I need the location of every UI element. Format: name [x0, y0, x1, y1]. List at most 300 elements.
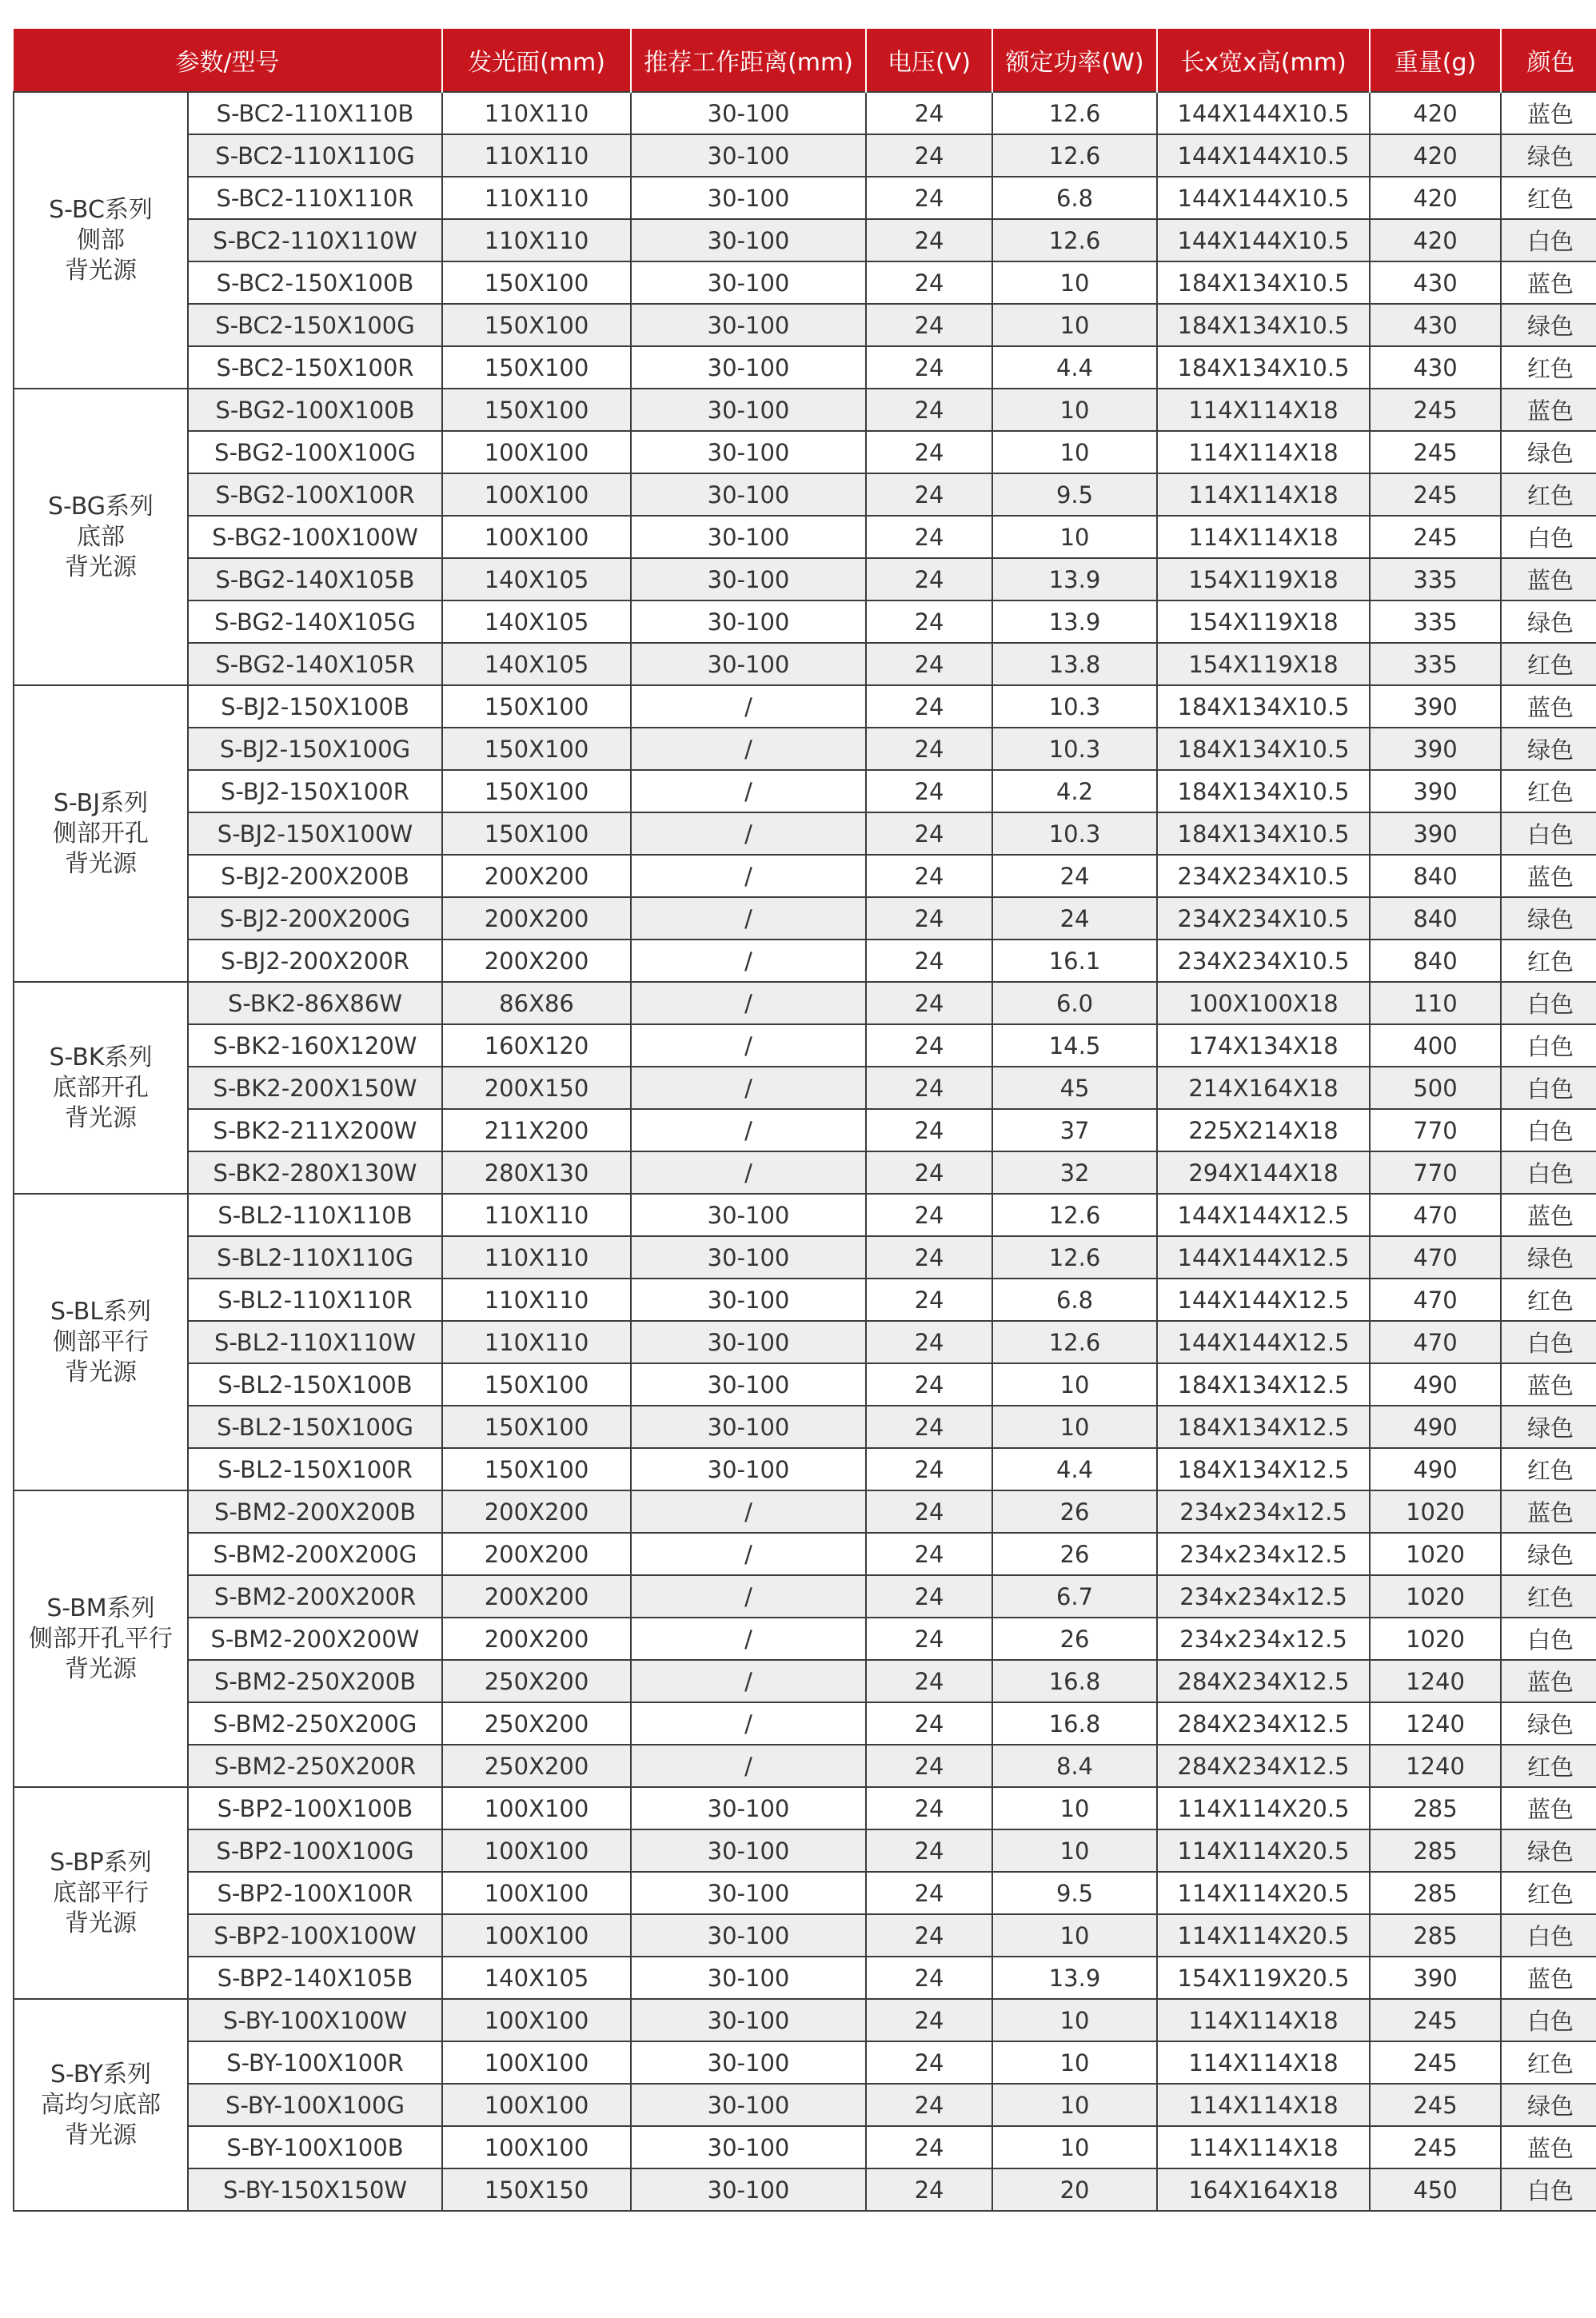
voltage-cell: 24	[866, 431, 992, 473]
distance-cell: 30-100	[631, 643, 866, 685]
voltage-cell: 24	[866, 1872, 992, 1914]
table-row	[14, 1618, 1596, 1660]
weight-cell: 390	[1370, 1957, 1501, 1999]
dimensions-cell: 154X119X18	[1157, 558, 1370, 600]
table-row	[14, 1745, 1596, 1787]
dimensions-cell: 184X134X12.5	[1157, 1448, 1370, 1490]
table-row	[14, 1702, 1596, 1745]
emitting-face-cell: 110X110	[442, 1321, 631, 1363]
voltage-cell: 24	[866, 770, 992, 812]
model-cell: S-BP2-100X100W	[188, 1914, 442, 1957]
voltage-cell: 24	[866, 1194, 992, 1236]
distance-cell: 30-100	[631, 431, 866, 473]
voltage-cell: 24	[866, 643, 992, 685]
emitting-face-cell: 150X100	[442, 346, 631, 389]
model-cell: S-BJ2-200X200B	[188, 855, 442, 897]
power-cell: 10	[992, 1999, 1157, 2041]
distance-cell: /	[631, 728, 866, 770]
series-label-line: 高均匀底部	[41, 2090, 161, 2119]
dimensions-cell: 144X144X12.5	[1157, 1236, 1370, 1279]
power-cell: 16.8	[992, 1660, 1157, 1702]
voltage-cell: 24	[866, 1957, 992, 1999]
emitting-face-cell: 160X120	[442, 1024, 631, 1067]
dimensions-cell: 114X114X18	[1157, 2084, 1370, 2126]
model-cell: S-BL2-110X110B	[188, 1194, 442, 1236]
emitting-face-cell: 140X105	[442, 643, 631, 685]
dimensions-cell: 234X234X10.5	[1157, 940, 1370, 982]
model-cell: S-BG2-140X105B	[188, 558, 442, 600]
emitting-face-cell: 110X110	[442, 134, 631, 177]
voltage-cell: 24	[866, 1660, 992, 1702]
header-param-model: 参数/型号	[14, 29, 442, 92]
distance-cell: 30-100	[631, 1363, 866, 1406]
model-cell: S-BJ2-150X100B	[188, 685, 442, 728]
voltage-cell: 24	[866, 1448, 992, 1490]
power-cell: 12.6	[992, 1236, 1157, 1279]
weight-cell: 1020	[1370, 1575, 1501, 1618]
table-row	[14, 346, 1596, 389]
table-row	[14, 1999, 1596, 2041]
distance-cell: /	[631, 685, 866, 728]
color-cell: 绿色	[1501, 431, 1596, 473]
color-cell: 绿色	[1501, 1702, 1596, 1745]
header-color: 颜色	[1501, 29, 1596, 92]
table-row	[14, 431, 1596, 473]
weight-cell: 450	[1370, 2168, 1501, 2211]
power-cell: 10	[992, 389, 1157, 431]
emitting-face-cell: 110X110	[442, 177, 631, 219]
weight-cell: 110	[1370, 982, 1501, 1024]
power-cell: 9.5	[992, 473, 1157, 516]
weight-cell: 245	[1370, 2084, 1501, 2126]
voltage-cell: 24	[866, 516, 992, 558]
voltage-cell: 24	[866, 304, 992, 346]
model-cell: S-BC2-110X110G	[188, 134, 442, 177]
distance-cell: 30-100	[631, 2126, 866, 2168]
header-weight: 重量(g)	[1370, 29, 1501, 92]
model-cell: S-BP2-100X100G	[188, 1829, 442, 1872]
color-cell: 红色	[1501, 940, 1596, 982]
weight-cell: 470	[1370, 1279, 1501, 1321]
weight-cell: 390	[1370, 812, 1501, 855]
distance-cell: 30-100	[631, 2084, 866, 2126]
color-cell: 蓝色	[1501, 1787, 1596, 1829]
color-cell: 绿色	[1501, 1406, 1596, 1448]
table-row	[14, 812, 1596, 855]
emitting-face-cell: 150X100	[442, 770, 631, 812]
table-row	[14, 855, 1596, 897]
table-row	[14, 2126, 1596, 2168]
model-cell: S-BK2-211X200W	[188, 1109, 442, 1151]
weight-cell: 500	[1370, 1067, 1501, 1109]
power-cell: 10	[992, 2084, 1157, 2126]
power-cell: 6.7	[992, 1575, 1157, 1618]
series-cell	[14, 92, 188, 389]
emitting-face-cell: 150X100	[442, 1363, 631, 1406]
distance-cell: /	[631, 770, 866, 812]
dimensions-cell: 234x234x12.5	[1157, 1533, 1370, 1575]
dimensions-cell: 234x234x12.5	[1157, 1490, 1370, 1533]
distance-cell: /	[631, 1109, 866, 1151]
color-cell: 蓝色	[1501, 1194, 1596, 1236]
model-cell: S-BP2-100X100R	[188, 1872, 442, 1914]
distance-cell: 30-100	[631, 600, 866, 643]
color-cell: 红色	[1501, 2041, 1596, 2084]
table-row	[14, 982, 1596, 1024]
power-cell: 6.8	[992, 1279, 1157, 1321]
weight-cell: 420	[1370, 134, 1501, 177]
model-cell: S-BM2-250X200B	[188, 1660, 442, 1702]
weight-cell: 245	[1370, 516, 1501, 558]
table-body	[14, 92, 1596, 2211]
dimensions-cell: 144X144X12.5	[1157, 1279, 1370, 1321]
distance-cell: 30-100	[631, 1406, 866, 1448]
power-cell: 12.6	[992, 219, 1157, 261]
series-label-line: 侧部开孔平行	[29, 1624, 173, 1653]
voltage-cell: 24	[866, 1363, 992, 1406]
model-cell: S-BY-100X100R	[188, 2041, 442, 2084]
series-label-line: S-BC系列	[49, 195, 153, 224]
model-cell: S-BY-150X150W	[188, 2168, 442, 2211]
voltage-cell: 24	[866, 1533, 992, 1575]
dimensions-cell: 144X144X10.5	[1157, 177, 1370, 219]
table-row	[14, 92, 1596, 134]
series-label-line: 背光源	[65, 1909, 137, 1937]
power-cell: 10	[992, 516, 1157, 558]
table-row	[14, 1660, 1596, 1702]
dimensions-cell: 225X214X18	[1157, 1109, 1370, 1151]
series-cell	[14, 982, 188, 1194]
emitting-face-cell: 150X100	[442, 685, 631, 728]
emitting-face-cell: 200X200	[442, 855, 631, 897]
weight-cell: 1240	[1370, 1745, 1501, 1787]
weight-cell: 245	[1370, 1999, 1501, 2041]
color-cell: 白色	[1501, 1109, 1596, 1151]
model-cell: S-BP2-140X105B	[188, 1957, 442, 1999]
distance-cell: 30-100	[631, 2041, 866, 2084]
dimensions-cell: 114X114X18	[1157, 1999, 1370, 2041]
weight-cell: 390	[1370, 728, 1501, 770]
table-row	[14, 2084, 1596, 2126]
voltage-cell: 24	[866, 1024, 992, 1067]
weight-cell: 420	[1370, 177, 1501, 219]
voltage-cell: 24	[866, 177, 992, 219]
voltage-cell: 24	[866, 2084, 992, 2126]
color-cell: 蓝色	[1501, 389, 1596, 431]
weight-cell: 335	[1370, 643, 1501, 685]
color-cell: 红色	[1501, 473, 1596, 516]
table-row	[14, 1194, 1596, 1236]
weight-cell: 420	[1370, 92, 1501, 134]
dimensions-cell: 184X134X10.5	[1157, 728, 1370, 770]
emitting-face-cell: 150X100	[442, 389, 631, 431]
weight-cell: 335	[1370, 600, 1501, 643]
power-cell: 10.3	[992, 812, 1157, 855]
voltage-cell: 24	[866, 1787, 992, 1829]
series-label-line: S-BG系列	[47, 492, 154, 521]
weight-cell: 1240	[1370, 1660, 1501, 1702]
weight-cell: 470	[1370, 1194, 1501, 1236]
dimensions-cell: 114X114X18	[1157, 2126, 1370, 2168]
color-cell: 蓝色	[1501, 855, 1596, 897]
power-cell: 12.6	[992, 134, 1157, 177]
emitting-face-cell: 211X200	[442, 1109, 631, 1151]
model-cell: S-BM2-200X200B	[188, 1490, 442, 1533]
header-dimensions: 长x宽x高(mm)	[1157, 29, 1370, 92]
table-row	[14, 897, 1596, 940]
dimensions-cell: 114X114X18	[1157, 516, 1370, 558]
model-cell: S-BK2-200X150W	[188, 1067, 442, 1109]
model-cell: S-BG2-100X100W	[188, 516, 442, 558]
distance-cell: 30-100	[631, 473, 866, 516]
dimensions-cell: 294X144X18	[1157, 1151, 1370, 1194]
weight-cell: 840	[1370, 855, 1501, 897]
voltage-cell: 24	[866, 1702, 992, 1745]
dimensions-cell: 144X144X10.5	[1157, 92, 1370, 134]
table-row	[14, 1067, 1596, 1109]
table-row	[14, 1406, 1596, 1448]
weight-cell: 245	[1370, 389, 1501, 431]
power-cell: 10	[992, 1406, 1157, 1448]
table-row	[14, 219, 1596, 261]
emitting-face-cell: 250X200	[442, 1660, 631, 1702]
table-row	[14, 770, 1596, 812]
distance-cell: 30-100	[631, 304, 866, 346]
emitting-face-cell: 100X100	[442, 2084, 631, 2126]
voltage-cell: 24	[866, 346, 992, 389]
emitting-face-cell: 100X100	[442, 2126, 631, 2168]
weight-cell: 490	[1370, 1448, 1501, 1490]
model-cell: S-BC2-150X100B	[188, 261, 442, 304]
distance-cell: 30-100	[631, 1999, 866, 2041]
series-cell	[14, 1490, 188, 1787]
dimensions-cell: 144X144X12.5	[1157, 1194, 1370, 1236]
model-cell: S-BM2-200X200W	[188, 1618, 442, 1660]
weight-cell: 285	[1370, 1872, 1501, 1914]
distance-cell: 30-100	[631, 1236, 866, 1279]
distance-cell: /	[631, 940, 866, 982]
table-row	[14, 1151, 1596, 1194]
series-label-line: S-BL系列	[50, 1297, 152, 1326]
distance-cell: 30-100	[631, 2168, 866, 2211]
weight-cell: 245	[1370, 2126, 1501, 2168]
series-label-line: S-BK系列	[49, 1043, 153, 1071]
table-row	[14, 940, 1596, 982]
voltage-cell: 24	[866, 982, 992, 1024]
power-cell: 10.3	[992, 685, 1157, 728]
voltage-cell: 24	[866, 1618, 992, 1660]
voltage-cell: 24	[866, 134, 992, 177]
dimensions-cell: 144X144X12.5	[1157, 1321, 1370, 1363]
emitting-face-cell: 150X100	[442, 1406, 631, 1448]
color-cell: 白色	[1501, 1151, 1596, 1194]
distance-cell: 30-100	[631, 1957, 866, 1999]
distance-cell: 30-100	[631, 1321, 866, 1363]
weight-cell: 840	[1370, 897, 1501, 940]
dimensions-cell: 114X114X18	[1157, 389, 1370, 431]
emitting-face-cell: 100X100	[442, 1829, 631, 1872]
voltage-cell: 24	[866, 558, 992, 600]
series-label-line: 背光源	[65, 1654, 137, 1683]
model-cell: S-BL2-110X110W	[188, 1321, 442, 1363]
emitting-face-cell: 280X130	[442, 1151, 631, 1194]
series-label-line: 背光源	[65, 2121, 137, 2149]
weight-cell: 490	[1370, 1406, 1501, 1448]
weight-cell: 1020	[1370, 1490, 1501, 1533]
color-cell: 红色	[1501, 177, 1596, 219]
weight-cell: 430	[1370, 304, 1501, 346]
model-cell: S-BK2-160X120W	[188, 1024, 442, 1067]
series-label-line: 底部平行	[53, 1878, 149, 1907]
color-cell: 蓝色	[1501, 1363, 1596, 1406]
voltage-cell: 24	[866, 897, 992, 940]
power-cell: 26	[992, 1618, 1157, 1660]
header-working-distance: 推荐工作距离(mm)	[631, 29, 866, 92]
weight-cell: 1240	[1370, 1702, 1501, 1745]
color-cell: 蓝色	[1501, 685, 1596, 728]
color-cell: 绿色	[1501, 1829, 1596, 1872]
voltage-cell: 24	[866, 1236, 992, 1279]
model-cell: S-BC2-150X100G	[188, 304, 442, 346]
distance-cell: /	[631, 1618, 866, 1660]
model-cell: S-BL2-110X110G	[188, 1236, 442, 1279]
dimensions-cell: 284X234X12.5	[1157, 1745, 1370, 1787]
table-row	[14, 1914, 1596, 1957]
series-cell	[14, 1999, 188, 2211]
model-cell: S-BL2-110X110R	[188, 1279, 442, 1321]
voltage-cell: 24	[866, 1829, 992, 1872]
weight-cell: 490	[1370, 1363, 1501, 1406]
color-cell: 白色	[1501, 2168, 1596, 2211]
dimensions-cell: 234X234X10.5	[1157, 897, 1370, 940]
power-cell: 6.8	[992, 177, 1157, 219]
power-cell: 10	[992, 1829, 1157, 1872]
model-cell: S-BC2-110X110R	[188, 177, 442, 219]
color-cell: 红色	[1501, 1745, 1596, 1787]
color-cell: 白色	[1501, 516, 1596, 558]
header-emitting-face: 发光面(mm)	[442, 29, 631, 92]
power-cell: 4.4	[992, 346, 1157, 389]
table-row	[14, 1787, 1596, 1829]
emitting-face-cell: 250X200	[442, 1745, 631, 1787]
weight-cell: 390	[1370, 685, 1501, 728]
power-cell: 24	[992, 855, 1157, 897]
emitting-face-cell: 110X110	[442, 1236, 631, 1279]
series-label-line: 背光源	[65, 553, 137, 581]
weight-cell: 390	[1370, 770, 1501, 812]
color-cell: 绿色	[1501, 897, 1596, 940]
dimensions-cell: 184X134X10.5	[1157, 812, 1370, 855]
power-cell: 6.0	[992, 982, 1157, 1024]
color-cell: 绿色	[1501, 1533, 1596, 1575]
color-cell: 白色	[1501, 982, 1596, 1024]
distance-cell: /	[631, 1660, 866, 1702]
series-label-line: 背光源	[65, 849, 137, 878]
color-cell: 红色	[1501, 1279, 1596, 1321]
distance-cell: /	[631, 1745, 866, 1787]
voltage-cell: 24	[866, 92, 992, 134]
emitting-face-cell: 150X100	[442, 1448, 631, 1490]
dimensions-cell: 214X164X18	[1157, 1067, 1370, 1109]
dimensions-cell: 154X119X18	[1157, 600, 1370, 643]
distance-cell: /	[631, 855, 866, 897]
voltage-cell: 24	[866, 1151, 992, 1194]
table-row	[14, 2041, 1596, 2084]
distance-cell: /	[631, 1702, 866, 1745]
emitting-face-cell: 150X100	[442, 261, 631, 304]
power-cell: 10	[992, 304, 1157, 346]
series-label-line: S-BM系列	[46, 1594, 155, 1622]
model-cell: S-BY-100X100B	[188, 2126, 442, 2168]
table-row	[14, 685, 1596, 728]
power-cell: 14.5	[992, 1024, 1157, 1067]
emitting-face-cell: 200X200	[442, 1533, 631, 1575]
voltage-cell: 24	[866, 1067, 992, 1109]
power-cell: 12.6	[992, 1194, 1157, 1236]
voltage-cell: 24	[866, 1279, 992, 1321]
emitting-face-cell: 100X100	[442, 1999, 631, 2041]
color-cell: 红色	[1501, 1448, 1596, 1490]
table-row	[14, 1872, 1596, 1914]
model-cell: S-BJ2-150X100W	[188, 812, 442, 855]
model-cell: S-BC2-150X100R	[188, 346, 442, 389]
weight-cell: 430	[1370, 346, 1501, 389]
series-cell	[14, 1787, 188, 1999]
voltage-cell: 24	[866, 728, 992, 770]
color-cell: 红色	[1501, 643, 1596, 685]
color-cell: 白色	[1501, 1067, 1596, 1109]
series-label-line: 底部	[77, 522, 125, 551]
model-cell: S-BY-100X100G	[188, 2084, 442, 2126]
emitting-face-cell: 110X110	[442, 1279, 631, 1321]
emitting-face-cell: 140X105	[442, 558, 631, 600]
model-cell: S-BK2-280X130W	[188, 1151, 442, 1194]
dimensions-cell: 114X114X20.5	[1157, 1829, 1370, 1872]
weight-cell: 770	[1370, 1151, 1501, 1194]
series-label-line: S-BP系列	[50, 1848, 152, 1877]
table-row	[14, 1236, 1596, 1279]
power-cell: 12.6	[992, 1321, 1157, 1363]
model-cell: S-BM2-250X200R	[188, 1745, 442, 1787]
model-cell: S-BG2-100X100B	[188, 389, 442, 431]
weight-cell: 770	[1370, 1109, 1501, 1151]
dimensions-cell: 184X134X10.5	[1157, 261, 1370, 304]
distance-cell: /	[631, 897, 866, 940]
power-cell: 8.4	[992, 1745, 1157, 1787]
color-cell: 绿色	[1501, 2084, 1596, 2126]
voltage-cell: 24	[866, 219, 992, 261]
model-cell: S-BL2-150X100R	[188, 1448, 442, 1490]
dimensions-cell: 184X134X10.5	[1157, 685, 1370, 728]
table-row	[14, 261, 1596, 304]
distance-cell: /	[631, 1067, 866, 1109]
emitting-face-cell: 110X110	[442, 1194, 631, 1236]
color-cell: 白色	[1501, 1999, 1596, 2041]
header-voltage: 电压(V)	[866, 29, 992, 92]
color-cell: 绿色	[1501, 728, 1596, 770]
voltage-cell: 24	[866, 812, 992, 855]
emitting-face-cell: 150X100	[442, 728, 631, 770]
model-cell: S-BM2-200X200G	[188, 1533, 442, 1575]
backlight-spec-table	[13, 29, 1596, 2212]
dimensions-cell: 144X144X10.5	[1157, 134, 1370, 177]
distance-cell: 30-100	[631, 134, 866, 177]
weight-cell: 245	[1370, 2041, 1501, 2084]
weight-cell: 285	[1370, 1829, 1501, 1872]
color-cell: 绿色	[1501, 134, 1596, 177]
header-row	[14, 29, 1596, 92]
emitting-face-cell: 100X100	[442, 1914, 631, 1957]
